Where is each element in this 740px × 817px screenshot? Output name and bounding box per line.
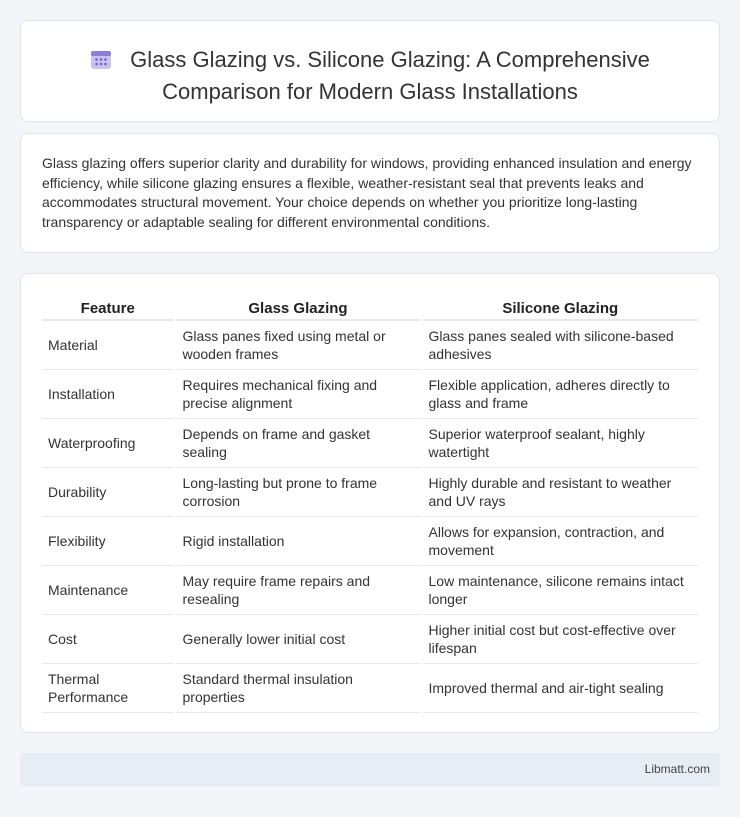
intro-paragraph: Glass glazing offers superior clarity and durability for windows, providing enhanced insulation and energy efficiency, while silicone glazing ensures a flexible, weather-resistant seal that prevents leaks and accommodates structural movement. Your choice depends on whether you prioritize long-lasting transparency or adaptable sealing for different environmental conditions. <box>42 155 692 230</box>
table-header-row <box>42 294 698 320</box>
glass-cell: Requires mechanical fixing and precise alignment <box>175 369 421 418</box>
page-title <box>21 45 719 106</box>
silicone-cell: Improved thermal and air-tight sealing <box>421 663 698 712</box>
glass-cell: Standard thermal insulation properties <box>175 663 421 712</box>
comparison-table <box>42 294 698 713</box>
feature-cell: Waterproofing <box>42 418 175 467</box>
feature-cell: Cost <box>42 614 175 663</box>
feature-cell: Durability <box>42 467 175 516</box>
table-row <box>42 369 698 418</box>
silicone-cell: Glass panes sealed with silicone-based adhesives <box>421 320 698 369</box>
feature-cell: Thermal Performance <box>42 663 175 712</box>
table-row <box>42 663 698 712</box>
glass-cell: Depends on frame and gasket sealing <box>175 418 421 467</box>
table-row <box>42 565 698 614</box>
feature-cell: Installation <box>42 369 175 418</box>
intro-card <box>20 133 720 253</box>
silicone-cell: Flexible application, adheres directly to glass and frame <box>421 369 698 418</box>
title-line-2: Comparison for Modern Glass Installations <box>162 79 578 104</box>
glass-cell: Long-lasting but prone to frame corrosion <box>175 467 421 516</box>
header-glass-glazing: Glass Glazing <box>175 294 421 320</box>
glass-cell: May require frame repairs and resealing <box>175 565 421 614</box>
table-row <box>42 418 698 467</box>
feature-cell: Material <box>42 320 175 369</box>
glass-cell: Generally lower initial cost <box>175 614 421 663</box>
feature-cell: Maintenance <box>42 565 175 614</box>
footer-site-link[interactable]: Libmatt.com <box>644 762 710 776</box>
comparison-table-card <box>20 273 720 733</box>
silicone-cell: Low maintenance, silicone remains intact longer <box>421 565 698 614</box>
table-row <box>42 516 698 565</box>
silicone-cell: Superior waterproof sealant, highly watertight <box>421 418 698 467</box>
title-card <box>20 20 720 122</box>
table-row <box>42 467 698 516</box>
silicone-cell: Higher initial cost but cost-effective over lifespan <box>421 614 698 663</box>
header-silicone-glazing: Silicone Glazing <box>421 294 698 320</box>
header-feature: Feature <box>42 294 175 320</box>
glass-cell: Rigid installation <box>175 516 421 565</box>
silicone-cell: Allows for expansion, contraction, and movement <box>421 516 698 565</box>
table-row <box>42 614 698 663</box>
calendar-icon <box>90 48 112 77</box>
title-line-1: Glass Glazing vs. Silicone Glazing: A Comprehensive <box>130 47 650 72</box>
footer <box>20 753 720 786</box>
table-row <box>42 320 698 369</box>
feature-cell: Flexibility <box>42 516 175 565</box>
silicone-cell: Highly durable and resistant to weather and UV rays <box>421 467 698 516</box>
glass-cell: Glass panes fixed using metal or wooden frames <box>175 320 421 369</box>
